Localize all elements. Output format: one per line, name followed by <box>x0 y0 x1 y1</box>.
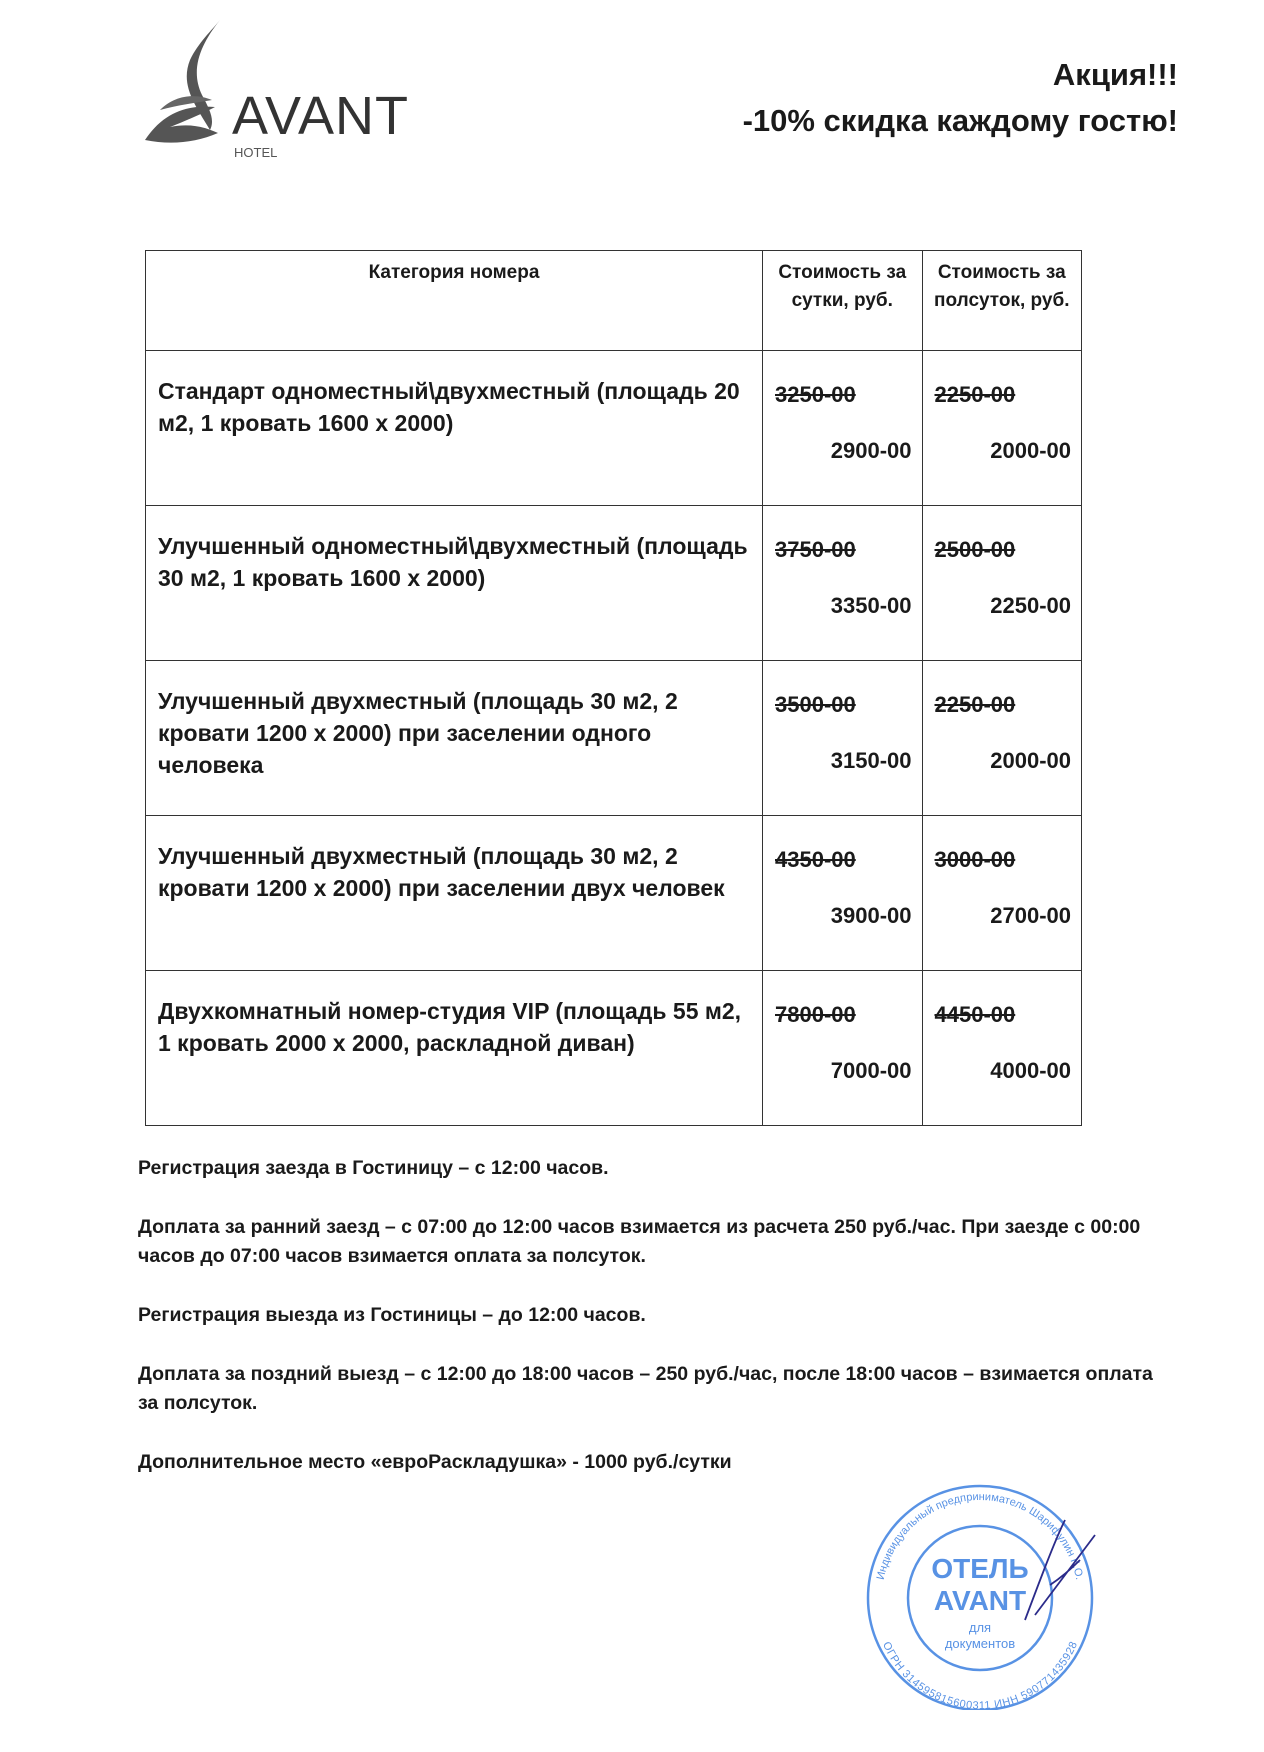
document-body <box>138 250 1153 1507</box>
note-paragraph: Дополнительное место «евроРаскладушка» - 1000 руб./сутки <box>138 1451 732 1473</box>
logo-wordmark: AVANT <box>232 86 410 146</box>
new-half-day-price: 4000-00 <box>990 1058 1071 1083</box>
note-paragraph: Регистрация выезда из Гостиницы – до 12:00 часов. <box>138 1304 646 1326</box>
room-category: Улучшенный одноместный\двухместный (площадь 30 м2, 1 кровать 1600 х 2000) <box>146 506 763 661</box>
half-day-price-cell <box>922 971 1082 1126</box>
promo-heading <box>743 52 1178 144</box>
hotel-stamp-with-signature <box>860 1480 1100 1710</box>
table-row <box>146 971 1082 1126</box>
old-half-day-price: 3000-00 <box>934 847 1016 872</box>
leaf-logo-icon <box>140 15 240 145</box>
table-row <box>146 506 1082 661</box>
svg-text:AVANT: AVANT <box>933 1585 1027 1616</box>
svg-text:ОГРН 314595815600311 ИНН 59077: ОГРН 314595815600311 ИНН 590771435928 <box>879 1639 1081 1710</box>
old-half-day-price: 2250-00 <box>934 382 1016 407</box>
note-paragraph: Доплата за ранний заезд – с 07:00 до 12:00 часов взимается из расчета 250 руб./час. При заезде с 00:00 часов до 07:00 часов взимается оплата за полсуток. <box>138 1216 1141 1267</box>
half-day-price-cell <box>922 661 1082 816</box>
old-half-day-price: 2500-00 <box>934 537 1016 562</box>
half-day-price-cell <box>922 816 1082 971</box>
new-half-day-price: 2250-00 <box>990 593 1071 618</box>
svg-text:Индивидуальный предприниматель: Индивидуальный предприниматель Шарифулин К.О. <box>874 1490 1086 1581</box>
svg-text:ОТЕЛЬ: ОТЕЛЬ <box>931 1553 1029 1584</box>
table-row <box>146 816 1082 971</box>
header-day-price: Стоимость за сутки, руб. <box>763 251 923 351</box>
table-row <box>146 351 1082 506</box>
day-price-cell <box>763 816 923 971</box>
new-half-day-price: 2000-00 <box>990 438 1071 463</box>
old-half-day-price: 4450-00 <box>934 1002 1016 1027</box>
new-half-day-price: 2700-00 <box>990 903 1071 928</box>
svg-text:для: для <box>968 1620 992 1635</box>
old-day-price: 3750-00 <box>775 537 856 562</box>
room-category: Улучшенный двухместный (площадь 30 м2, 2 кровати 1200 х 2000) при заселении двух человек <box>146 816 763 971</box>
half-day-price-cell <box>922 506 1082 661</box>
new-day-price: 3350-00 <box>830 593 912 618</box>
day-price-cell <box>763 506 923 661</box>
table-row <box>146 661 1082 816</box>
day-price-cell <box>763 971 923 1126</box>
new-day-price: 7000-00 <box>830 1058 912 1083</box>
room-category: Улучшенный двухместный (площадь 30 м2, 2 кровати 1200 х 2000) при заселении одного человека <box>146 661 763 816</box>
terms-notes <box>138 1154 1178 1477</box>
day-price-cell <box>763 351 923 506</box>
old-day-price: 4350-00 <box>775 847 856 872</box>
header-half-day-price: Стоимость за полсуток, руб. <box>922 251 1082 351</box>
new-half-day-price: 2000-00 <box>990 748 1071 773</box>
day-price-cell <box>763 661 923 816</box>
new-day-price: 3150-00 <box>830 748 912 773</box>
half-day-price-cell <box>922 351 1082 506</box>
table-header <box>146 251 1082 351</box>
note-paragraph: Регистрация заезда в Гостиницу – с 12:00 часов. <box>138 1157 609 1179</box>
logo-subtitle: HOTEL <box>234 145 278 160</box>
old-day-price: 7800-00 <box>775 1002 856 1027</box>
old-day-price: 3500-00 <box>775 692 856 717</box>
old-half-day-price: 2250-00 <box>934 692 1016 717</box>
old-day-price: 3250-00 <box>775 382 856 407</box>
promo-line-1: Акция!!! <box>1052 57 1178 92</box>
svg-text:документов: документов <box>944 1636 1016 1651</box>
new-day-price: 2900-00 <box>830 438 912 463</box>
room-category: Двухкомнатный номер-студия VIP (площадь 55 м2, 1 кровать 2000 х 2000, раскладной диван) <box>146 971 763 1126</box>
header-category: Категория номера <box>146 251 763 351</box>
new-day-price: 3900-00 <box>830 903 912 928</box>
promo-line-2: -10% скидка каждому гостю! <box>742 103 1178 138</box>
price-table <box>145 250 1082 1126</box>
room-category: Стандарт одноместный\двухместный (площадь 20 м2, 1 кровать 1600 х 2000) <box>146 351 763 506</box>
note-paragraph: Доплата за поздний выезд – с 12:00 до 18:00 часов – 250 руб./час, после 18:00 часов – взимается оплата за полсуток. <box>138 1363 1153 1414</box>
hotel-logo <box>140 15 410 165</box>
